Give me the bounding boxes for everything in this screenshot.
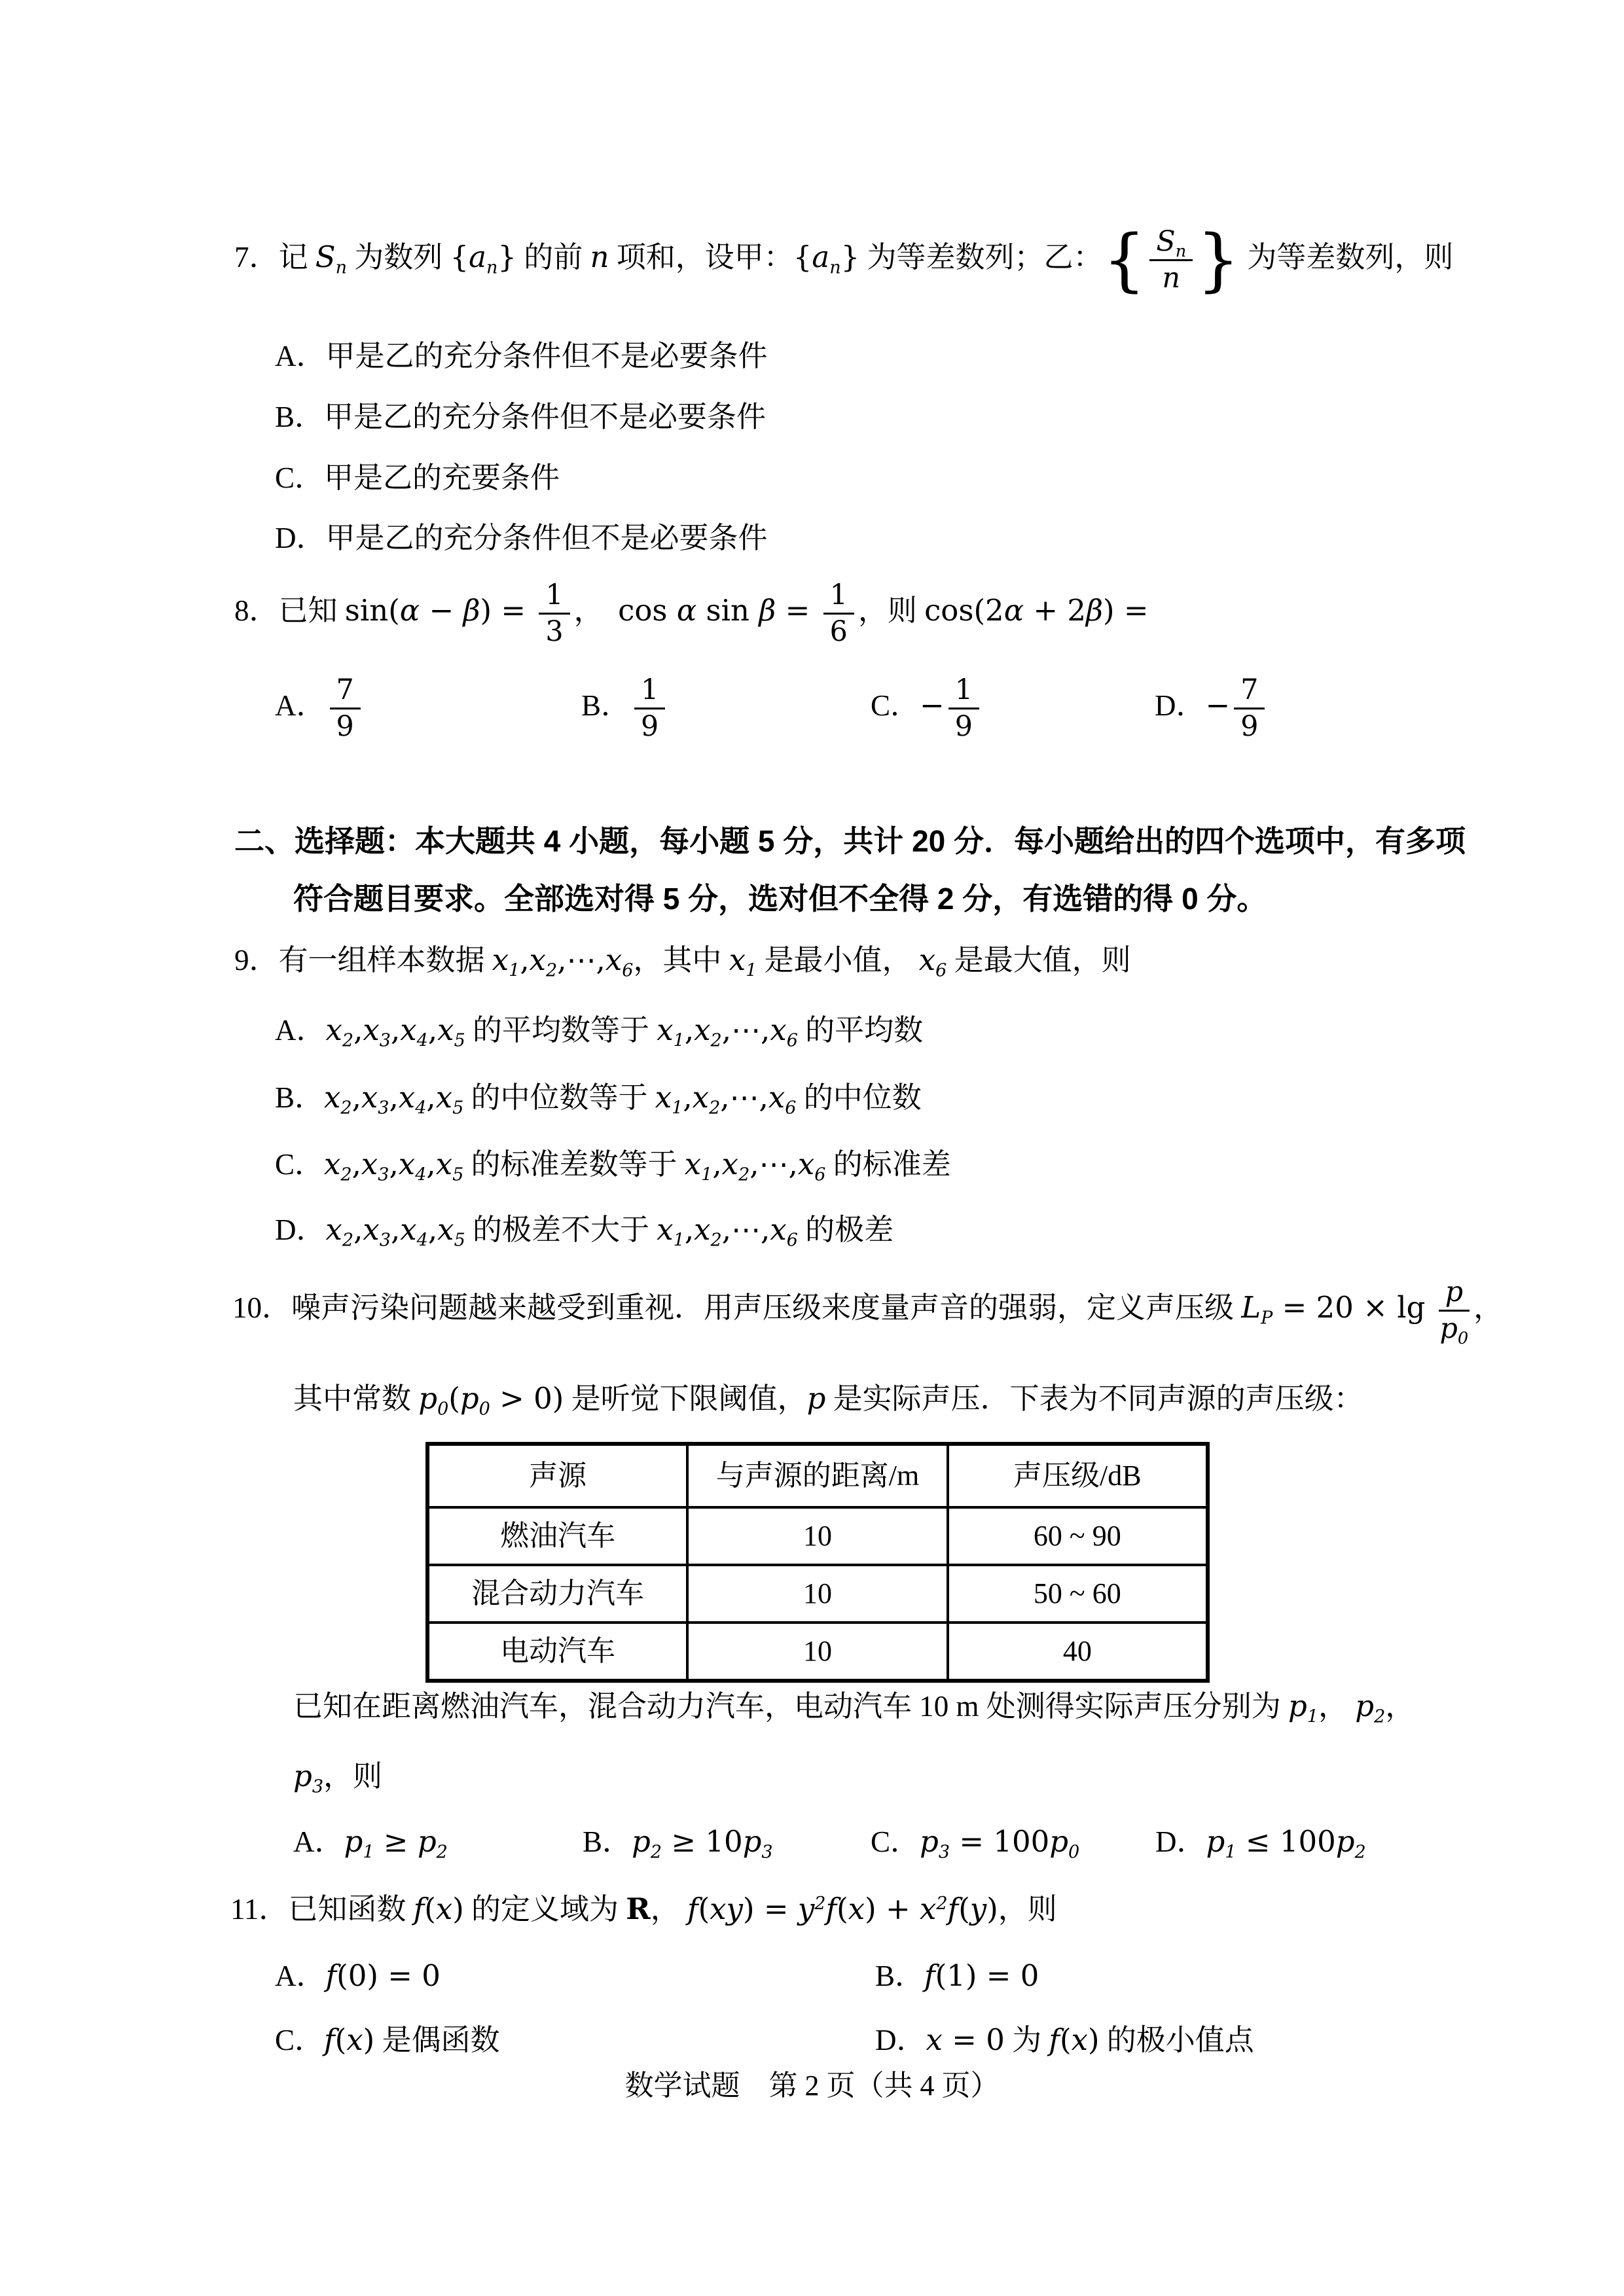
- question-10-stem-line-1: [232, 1276, 1504, 1349]
- math-token: 是最大值，则: [947, 944, 1131, 977]
- math-token: 是最小值，: [757, 944, 919, 977]
- math-token: (: [424, 1892, 436, 1926]
- math-token: 是偶函数: [374, 2024, 500, 2056]
- math-token: B．: [275, 1081, 325, 1114]
- math-token: $x_2$: [694, 1013, 722, 1051]
- math-token: ,: [352, 1147, 361, 1181]
- math-token: 的前: [516, 240, 590, 274]
- math-token: ,⋯,: [720, 1080, 768, 1115]
- math-token: f: [413, 1892, 425, 1926]
- math-token: C．: [871, 689, 920, 722]
- math-token: {: [450, 239, 469, 274]
- math-token: $x_2$: [325, 1013, 354, 1051]
- question-8-option-b: [581, 674, 669, 743]
- math-token: $x_2$: [694, 1212, 722, 1251]
- math-token: ，: [1385, 1690, 1415, 1723]
- math-token: D．: [275, 1213, 326, 1246]
- math-token: 的中位数等于: [463, 1081, 655, 1114]
- math-token: $x_5$: [437, 1013, 465, 1051]
- math-token: ,: [353, 1013, 363, 1047]
- question-8-option-c: [871, 674, 983, 743]
- math-token: D．: [875, 2024, 926, 2056]
- table-cell: 60 ~ 90: [948, 1507, 1208, 1565]
- math-token: 是听觉下限阈值，: [564, 1382, 807, 1415]
- math-token: $a_n$: [469, 239, 498, 278]
- math-token: ，则: [323, 1760, 383, 1793]
- math-token: ,⋯,: [721, 1212, 770, 1247]
- math-token: 1: [641, 673, 659, 706]
- math-token: ): [1087, 2022, 1100, 2057]
- math-token: α: [399, 592, 420, 628]
- math-token: $x_4$: [398, 1147, 427, 1185]
- math-token: C．: [275, 2024, 325, 2056]
- math-token: > 0): [490, 1381, 564, 1416]
- math-token: 的定义域为: [463, 1893, 626, 1926]
- math-token: x: [848, 1892, 865, 1926]
- question-11-option-b: [875, 1957, 1039, 1996]
- math-token: R: [626, 1892, 651, 1926]
- math-token: 3: [545, 615, 564, 649]
- math-token: $p_1$: [1206, 1824, 1236, 1863]
- math-token: ): [363, 2022, 375, 2057]
- math-token: 9: [641, 710, 659, 744]
- math-token: $x_4$: [400, 1013, 428, 1051]
- math-token: $x_6$: [605, 942, 634, 981]
- math-token: + 2: [1024, 592, 1087, 628]
- math-token: $p_1$: [344, 1824, 374, 1863]
- math-token: ，其中: [633, 944, 729, 977]
- math-token: C．: [871, 1825, 920, 1858]
- math-token: $S_n$: [315, 239, 347, 278]
- math-token: 的平均数等于: [465, 1014, 657, 1047]
- math-token: $x_3$: [361, 1080, 389, 1119]
- math-token: p: [1445, 1276, 1464, 1308]
- math-token: 为数列: [346, 240, 450, 274]
- math-token: {: [793, 239, 812, 274]
- question-9-option-d: [275, 1211, 893, 1249]
- question-10-stem-line-2: [293, 1380, 1363, 1418]
- math-token: $x_1$: [492, 942, 520, 981]
- question-10-option-b: [583, 1823, 773, 1861]
- math-token: 为等差数列；乙：: [859, 240, 1103, 274]
- math-token: $x_2$: [529, 942, 558, 981]
- math-token: }: [1197, 221, 1240, 300]
- math-token: (0) = 0: [336, 1958, 441, 1993]
- fraction: [948, 674, 979, 743]
- math-token: 10．噪声污染问题越来越受到重视．用声压级来度量声音的强弱，定义声压级: [232, 1291, 1242, 1324]
- math-token: $x_6$: [768, 1080, 797, 1119]
- question-7-option-d: D．甲是乙的充分条件但不是必要条件: [275, 522, 768, 554]
- math-token: cos: [618, 592, 677, 628]
- table-cell: 10: [687, 1565, 947, 1623]
- math-token: 已知在距离燃油汽车，混合动力汽车，电动汽车 10 m 处测得实际声压分别为: [293, 1690, 1289, 1723]
- math-token: 为: [1004, 2024, 1049, 2056]
- math-token: ,: [353, 1212, 363, 1247]
- table-cell: 燃油汽车: [427, 1507, 687, 1565]
- section-2-header-line-1: 二、选择题：本大题共 4 小题，每小题 5 分，共计 20 分．每小题给出的四个选项中，有多项: [234, 824, 1466, 858]
- math-token: $x_5$: [437, 1212, 465, 1251]
- page-footer: 数学试题 第 2 页（共 4 页）: [624, 2070, 1000, 2102]
- sound-pressure-table: [425, 1442, 1210, 1683]
- math-token: B．: [583, 1825, 632, 1858]
- math-token: (: [698, 1892, 710, 1926]
- math-token: $p_0$: [460, 1381, 490, 1420]
- math-token: $a_n$: [812, 239, 841, 278]
- math-token: ,: [684, 1212, 695, 1247]
- table-cell: 50 ~ 60: [948, 1565, 1208, 1623]
- math-token: (1) = 0: [935, 1958, 1039, 1993]
- math-token: $x_1$: [729, 942, 757, 981]
- math-token: ) =: [742, 1892, 798, 1926]
- math-token: cos(2: [924, 592, 1004, 628]
- math-token: $x_1$: [655, 1080, 683, 1119]
- fraction: [823, 579, 854, 648]
- math-token: (: [1060, 2022, 1072, 2057]
- math-token: $y^2$: [797, 1892, 826, 1926]
- math-token: (: [448, 1381, 460, 1416]
- question-7-stem: [234, 221, 1454, 300]
- math-token: ): [986, 1892, 998, 1926]
- math-token: ) =: [1103, 592, 1149, 628]
- math-token: A．: [275, 689, 326, 722]
- math-token: $x_6$: [918, 942, 947, 981]
- math-token: β: [1086, 592, 1104, 628]
- math-token: $x_5$: [435, 1147, 464, 1185]
- question-8-stem: [234, 579, 1149, 648]
- math-token: 的标准差数等于: [463, 1148, 685, 1181]
- math-token: −: [420, 592, 463, 628]
- math-token: $p_0$: [1049, 1824, 1080, 1863]
- math-token: $x_2$: [324, 1080, 352, 1119]
- math-token: $p_2$: [632, 1824, 662, 1863]
- math-token: 的平均数: [797, 1014, 924, 1047]
- math-token: sin(: [344, 592, 400, 628]
- math-token: = 100: [950, 1824, 1050, 1859]
- section-2-header-line-2: 符合题目要求。全部选对得 5 分，选对但不全得 2 分，有选错的得 0 分。: [293, 882, 1267, 916]
- question-10-option-c: [871, 1823, 1079, 1861]
- math-token: $x_2$: [325, 1212, 354, 1251]
- math-token: 9: [954, 710, 973, 744]
- math-token: ,: [390, 1013, 401, 1047]
- table-header-distance: 与声源的距离/m: [687, 1444, 947, 1507]
- math-token: ,: [352, 1080, 361, 1115]
- math-token: ,⋯,: [557, 942, 605, 977]
- question-7-option-a: A．甲是乙的充分条件但不是必要条件: [275, 340, 768, 372]
- math-token: x: [435, 1892, 453, 1926]
- math-token: 的中位数: [796, 1081, 922, 1114]
- question-7-option-b: B．甲是乙的充分条件但不是必要条件: [275, 401, 767, 433]
- math-token: α: [676, 592, 697, 628]
- math-token: ) +: [865, 1892, 920, 1926]
- math-token: f: [325, 1958, 337, 1993]
- math-token: $p_3$: [293, 1759, 323, 1797]
- math-token: $x_1$: [657, 1013, 685, 1051]
- table-header-level: 声压级/dB: [948, 1444, 1208, 1507]
- table-header-source: 声源: [427, 1444, 687, 1507]
- math-token: ,: [712, 1147, 722, 1181]
- math-token: $p_2$: [1355, 1689, 1386, 1727]
- math-token: ,: [389, 1147, 399, 1181]
- math-token: ，则: [857, 594, 925, 627]
- math-token: 其中常数: [293, 1382, 419, 1415]
- math-token: 1: [954, 673, 973, 706]
- table-cell: 电动汽车: [427, 1623, 687, 1681]
- math-token: β: [759, 592, 776, 628]
- math-token: }: [840, 239, 860, 274]
- math-token: 的标准差: [825, 1148, 951, 1181]
- math-token: n: [1162, 262, 1181, 295]
- math-token: }: [497, 239, 517, 274]
- table-cell: 10: [687, 1623, 947, 1681]
- table-cell: 40: [948, 1623, 1208, 1681]
- math-token: y: [969, 1892, 987, 1926]
- math-token: ，: [1318, 1690, 1356, 1723]
- math-token: ,⋯,: [749, 1147, 798, 1181]
- math-token: ): [452, 1892, 464, 1926]
- math-token: $x_4$: [398, 1080, 427, 1119]
- math-token: 的极差不大于: [465, 1213, 657, 1246]
- math-token: −: [920, 687, 945, 723]
- math-token: $p_3$: [920, 1824, 950, 1863]
- fraction: [634, 674, 665, 743]
- question-11-option-d: [875, 2021, 1254, 2060]
- math-token: ≤ 100: [1236, 1824, 1336, 1859]
- math-token: $p_0$: [1439, 1312, 1469, 1349]
- math-token: ，: [1473, 1291, 1504, 1324]
- math-token: $p_2$: [1335, 1824, 1366, 1863]
- math-token: 9: [1240, 710, 1259, 744]
- math-token: C．: [275, 1148, 325, 1181]
- math-token: $x_6$: [770, 1212, 798, 1251]
- math-token: ,: [390, 1212, 401, 1247]
- math-token: ，: [573, 594, 619, 627]
- math-token: f: [1049, 2022, 1060, 2057]
- math-token: $x_6$: [797, 1147, 826, 1185]
- math-token: ,: [427, 1212, 438, 1247]
- table-header-row: [427, 1444, 1208, 1507]
- table-row: [427, 1623, 1208, 1681]
- math-token: $x_3$: [363, 1013, 391, 1051]
- math-token: D．: [1155, 689, 1206, 722]
- fraction: [1149, 226, 1193, 295]
- question-8-option-d: [1155, 674, 1269, 743]
- math-token: B．: [875, 1960, 925, 1992]
- math-token: sin: [696, 592, 759, 628]
- math-token: A．: [293, 1825, 344, 1858]
- math-token: $x_2$: [692, 1080, 721, 1119]
- math-token: 的极差: [797, 1213, 894, 1246]
- math-token: p: [806, 1381, 826, 1416]
- math-token: ,: [684, 1013, 695, 1047]
- math-token: α: [1003, 592, 1024, 628]
- math-token: ) =: [480, 592, 535, 628]
- math-token: β: [463, 592, 480, 628]
- table-cell: 10: [687, 1507, 947, 1565]
- math-token: ,: [520, 942, 530, 977]
- math-token: 8．已知: [234, 594, 345, 627]
- math-token: (: [334, 2022, 347, 2057]
- math-token: ≥: [374, 1824, 418, 1859]
- math-token: xy: [710, 1892, 743, 1926]
- math-token: $L_P$: [1241, 1289, 1273, 1329]
- math-token: ,: [426, 1080, 436, 1115]
- math-token: $x_1$: [657, 1212, 685, 1251]
- math-token: $p_0$: [418, 1381, 449, 1420]
- question-9-stem: [234, 941, 1131, 980]
- math-token: 1: [829, 579, 848, 611]
- table-row: [427, 1565, 1208, 1623]
- math-token: f: [825, 1892, 837, 1926]
- math-token: $x_2$: [324, 1147, 352, 1185]
- math-token: A．: [275, 1014, 326, 1047]
- math-token: f: [687, 1892, 698, 1926]
- question-10-after-table-line-1: [293, 1687, 1415, 1726]
- math-token: 6: [829, 615, 848, 649]
- fraction: [539, 579, 569, 648]
- math-token: =: [776, 592, 820, 628]
- math-token: ,: [683, 1080, 693, 1115]
- math-token: $p_1$: [1288, 1689, 1319, 1727]
- math-token: 9．有一组样本数据: [234, 944, 492, 977]
- math-token: $x_4$: [400, 1212, 428, 1251]
- question-10-option-d: [1155, 1823, 1366, 1861]
- math-token: f: [924, 1958, 935, 1993]
- math-token: B．: [581, 689, 631, 722]
- math-token: $x_6$: [770, 1013, 798, 1051]
- math-token: 的极小值点: [1099, 2024, 1254, 2056]
- question-10-after-table-line-2: [293, 1757, 382, 1796]
- math-token: $p_2$: [417, 1824, 448, 1863]
- question-11-option-a: [275, 1957, 441, 1996]
- math-token: $x_5$: [435, 1080, 464, 1119]
- math-token: 是实际声压．下表为不同声源的声压级：: [825, 1382, 1363, 1415]
- table-cell: 混合动力汽车: [427, 1565, 687, 1623]
- question-8-option-a: [275, 674, 365, 743]
- math-token: x: [1071, 2022, 1088, 2057]
- math-token: ,⋯,: [721, 1013, 770, 1047]
- math-token: $x_3$: [361, 1147, 389, 1185]
- math-token: x: [346, 2022, 363, 2057]
- math-token: $p_3$: [742, 1824, 773, 1863]
- question-9-option-c: [275, 1145, 951, 1184]
- math-token: x: [926, 2022, 943, 2057]
- math-token: $x_2$: [721, 1147, 750, 1185]
- math-token: 7: [1240, 673, 1259, 706]
- math-token: 7: [336, 673, 354, 706]
- math-token: f: [947, 1892, 959, 1926]
- math-token: n: [590, 239, 609, 274]
- math-token: D．: [1155, 1825, 1206, 1858]
- question-11-option-c: [275, 2021, 499, 2060]
- fraction: [1439, 1276, 1470, 1349]
- math-token: ，: [650, 1893, 687, 1926]
- question-9-option-b: [275, 1079, 922, 1117]
- math-token: A．: [275, 1960, 326, 1992]
- math-token: (: [958, 1892, 970, 1926]
- math-token: ,: [389, 1080, 399, 1115]
- question-9-option-a: [275, 1011, 923, 1050]
- question-11-stem: [230, 1890, 1057, 1929]
- math-token: = 20 × lg: [1272, 1289, 1435, 1325]
- math-token: 项和，设甲：: [609, 240, 793, 274]
- math-token: ,: [427, 1013, 438, 1047]
- math-token: {: [1102, 221, 1146, 300]
- math-token: 7．记: [234, 240, 316, 274]
- math-token: −: [1205, 687, 1231, 723]
- math-token: 为等差数列，则: [1240, 240, 1454, 274]
- fraction: [330, 674, 361, 743]
- math-token: 11．已知函数: [230, 1893, 414, 1926]
- table-row: [427, 1507, 1208, 1565]
- math-token: ，则: [998, 1893, 1057, 1926]
- math-token: 1: [545, 579, 564, 611]
- math-token: $S_n$: [1156, 225, 1187, 261]
- math-token: ,: [426, 1147, 436, 1181]
- math-token: $x^2$: [919, 1892, 948, 1926]
- math-token: ≥ 10: [662, 1824, 743, 1859]
- fraction: [1234, 674, 1265, 743]
- question-7-option-c: C．甲是乙的充要条件: [275, 461, 560, 494]
- math-token: $x_3$: [363, 1212, 391, 1251]
- math-token: = 0: [942, 2022, 1005, 2057]
- math-token: (: [837, 1892, 848, 1926]
- math-token: f: [324, 2022, 335, 2057]
- math-token: $x_1$: [684, 1147, 713, 1185]
- question-10-option-a: [293, 1823, 448, 1861]
- math-token: 9: [336, 710, 354, 744]
